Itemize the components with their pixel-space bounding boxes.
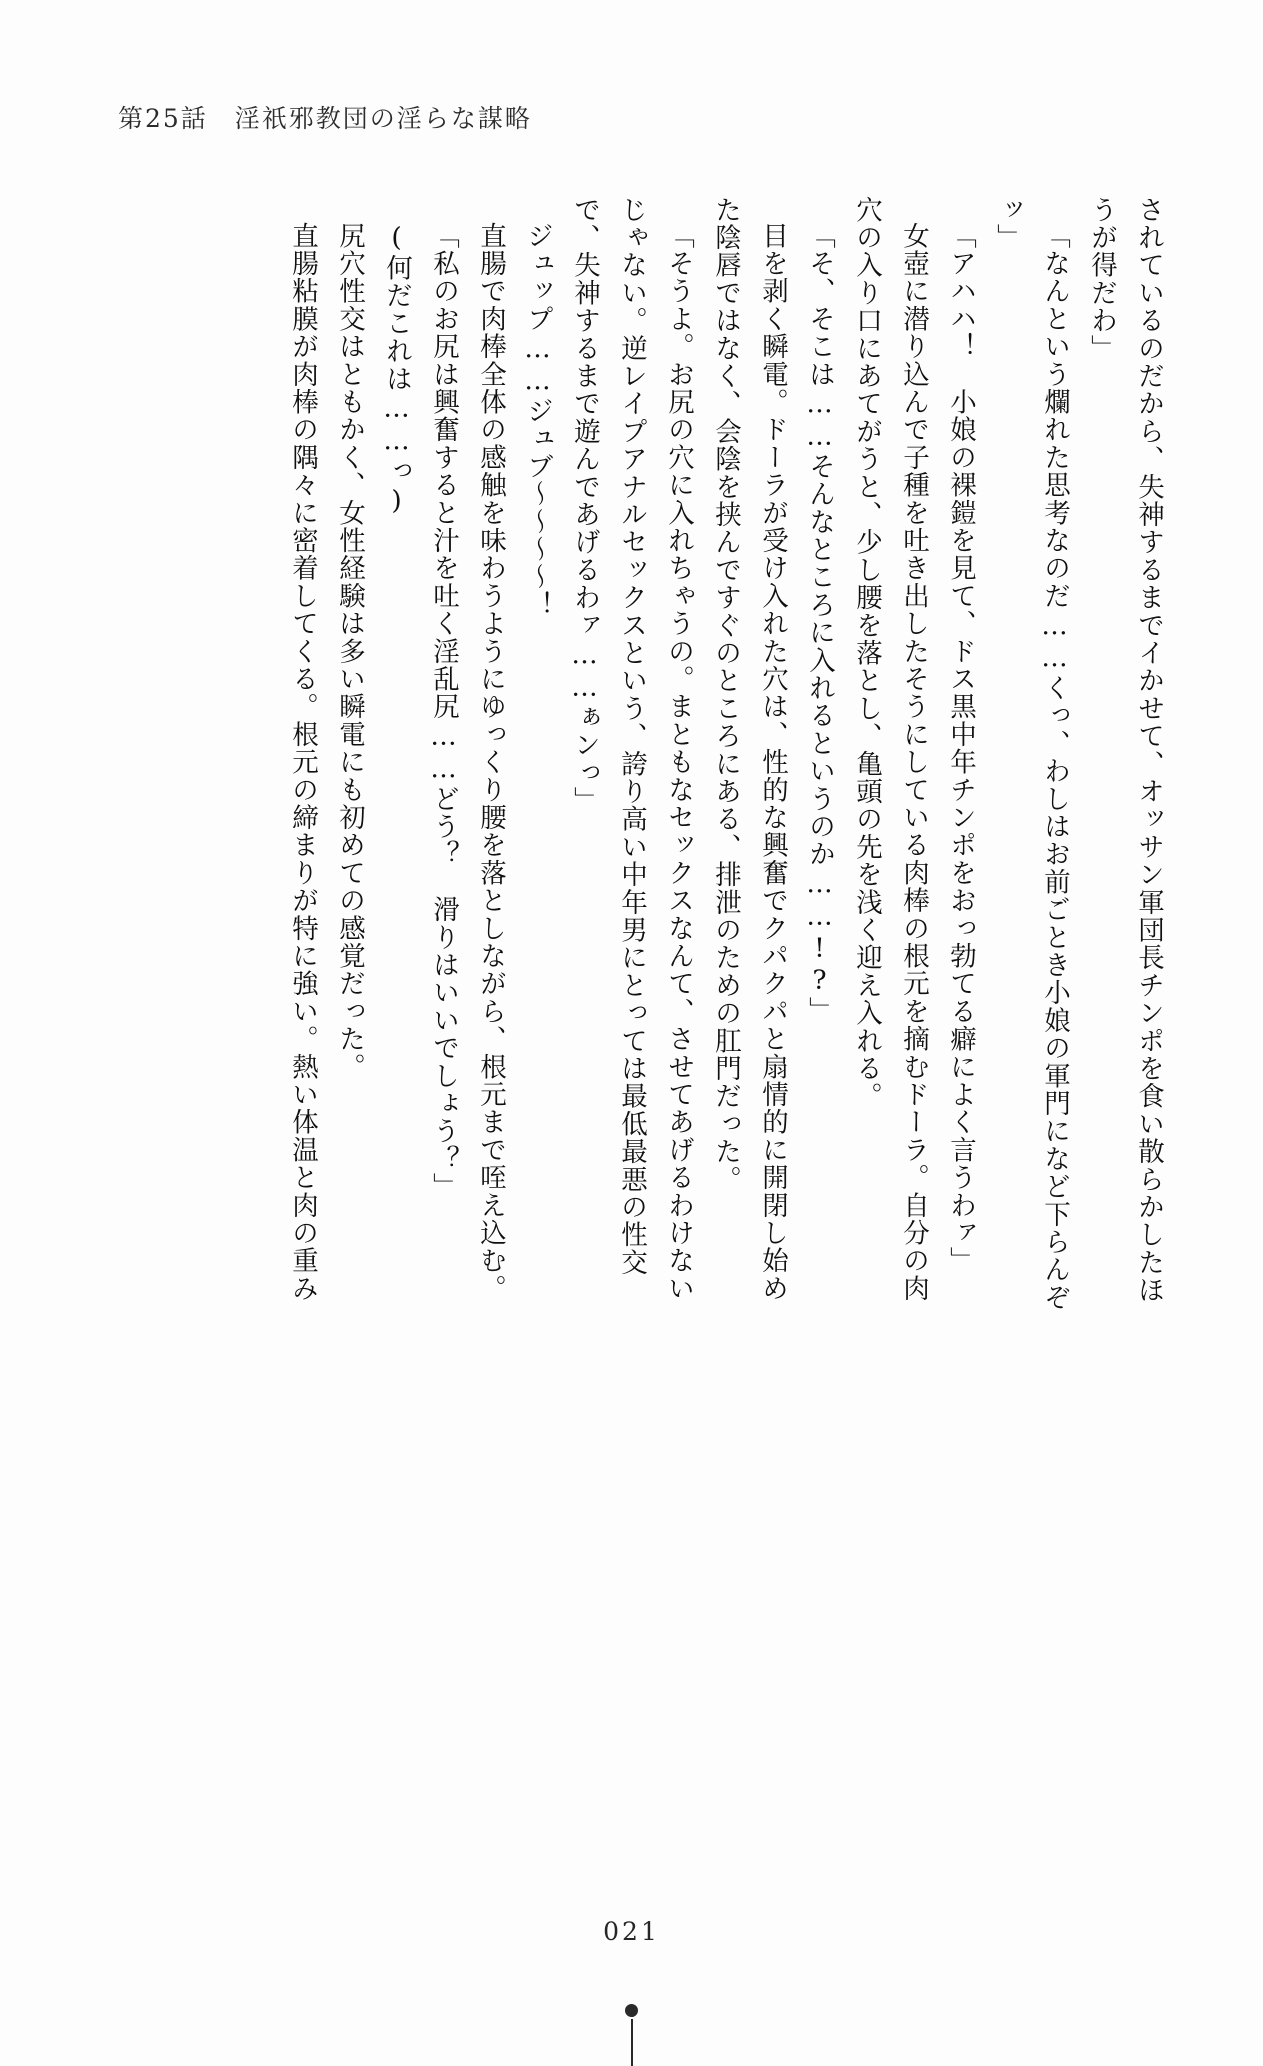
page-number: 021 (603, 1917, 660, 1946)
chapter-title: 第25話 淫祇邪教団の淫らな謀略 (118, 104, 532, 133)
paragraph: 尻穴性交はともかく、女性経験は多い瞬電にも初めての感覚だった。 (334, 222, 365, 1081)
paragraph: 「なんという爛れた思考なのだ……くっ、わしはお前ごとき小娘の軍門になど下らんぞッ」 (992, 196, 1070, 1312)
paragraph: 「私のお尻は興奮すると汁を吐く淫乱尻……どう？ 滑りはいいでしょう？」 (428, 222, 459, 1201)
vertical-body-text (92, 196, 1172, 1326)
paragraph: 「そうよ。お尻の穴に入れちゃうの。まともなセックスなんて、させてあげるわけないじゃない。逆レイプアナルセックスという、誇り高い中年男にとっては最低最悪の性交で、失神するまで遊んであげるわァ……ぁンっ」 (569, 196, 694, 1303)
binding-stem (631, 2019, 633, 2066)
running-header (0, 96, 1263, 138)
paragraph: 女壺に潜り込んで子種を吐き出したそうにしている肉棒の根元を摘むドーラ。自分の肉穴の入り口にあてがうと、少し腰を落とし、亀頭の先を浅く迎え入れる。 (851, 196, 929, 1303)
paragraph: ジュップ……ジュブ〜〜〜〜！ (522, 222, 553, 619)
paragraph: 直腸粘膜が肉棒の隅々に密着してくる。根元の締まりが特に強い。熱い体温と肉の重み (287, 222, 318, 1303)
paragraph: 直腸で肉棒全体の感触を味わうようにゆっくり腰を落としながら、根元まで咥え込む。 (475, 222, 506, 1303)
paragraph: 目を剥く瞬電。ドーラが受け入れた穴は、性的な興奮でクパクパと扇情的に開閉し始めた陰唇ではなく、会陰を挟んですぐのところにある、排泄のための肛門だった。 (710, 196, 788, 1303)
paragraph: (何だこれは……っ) (381, 222, 412, 517)
paragraph: されているのだから、失神するまでイかせて、オッサン軍団長チンポを食い散らかしたほうが得だわ」 (1086, 196, 1164, 1304)
binding-dot-icon (625, 2004, 638, 2017)
paragraph: 「アハハ！ 小娘の裸鎧を見て、ドス黒中年チンポをおっ勃てる癖によく言うわァ」 (945, 222, 976, 1275)
paragraph: 「そ、そこは……そんなところに入れるというのか……!?」 (804, 222, 835, 1025)
binding-mark (625, 2004, 639, 2066)
